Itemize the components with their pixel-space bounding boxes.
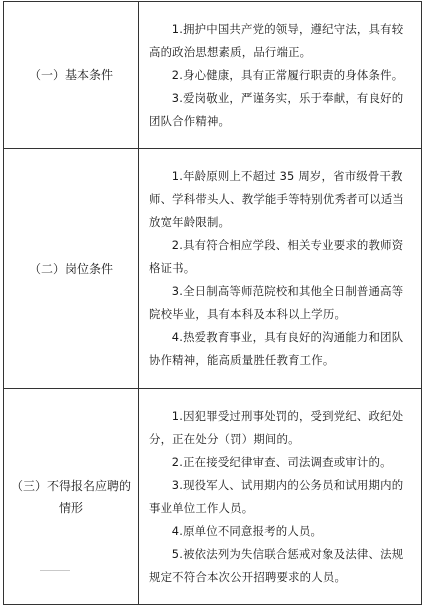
list-item: 2.身心健康，具有正常履行职责的身体条件。 — [171, 67, 404, 82]
row-label-post: （二）岗位条件 — [4, 149, 139, 389]
list-item: 3.现役军人、试用期内的公务员和试用期内的事业单位工作人员。 — [149, 477, 404, 515]
page-edge-divider — [40, 570, 70, 574]
table-row-basic — [4, 2, 422, 149]
row-content-post — [139, 149, 422, 389]
row-content-basic — [139, 2, 422, 149]
list-item: 3.全日制高等师范院校和其他全日制普通高等院校毕业，具有本科及本科以上学历。 — [149, 284, 404, 321]
list-item: 1.年龄原则上不超过 35 周岁，省市级骨干教师、学科带头人、教学能手等特别优秀者可以适当放宽年龄限制。 — [149, 169, 404, 229]
row-label-basic: （一）基本条件 — [4, 2, 139, 149]
list-item: 4.热爱教育事业，具有良好的沟通能力和团队协作精神，能高质量胜任教育工作。 — [149, 330, 404, 367]
list-item: 2.正在接受纪律审查、司法调查或审计的。 — [171, 454, 392, 469]
row-label-forbidden: （三）不得报名应聘的情形 — [4, 389, 139, 605]
table-row-post — [4, 149, 422, 389]
list-item: 2.具有符合相应学段、相关专业要求的教师资格证书。 — [149, 238, 404, 275]
list-item: 1.拥护中国共产党的领导，遵纪守法，具有较高的政治思想素质，品行端正。 — [149, 21, 404, 59]
list-item: 1.因犯罪受过刑事处罚的，受到党纪、政纪处分，正在处分（罚）期间的。 — [149, 408, 404, 446]
list-item: 4.原单位不同意报考的人员。 — [171, 523, 323, 538]
list-item: 3.爱岗敬业，严谨务实，乐于奉献，有良好的团队合作精神。 — [149, 90, 404, 128]
list-item: 5.被依法列为失信联合惩戒对象及法律、法规规定不符合本次公开招聘要求的人员。 — [149, 546, 404, 584]
requirements-table — [3, 1, 422, 605]
row-content-forbidden — [139, 389, 422, 605]
